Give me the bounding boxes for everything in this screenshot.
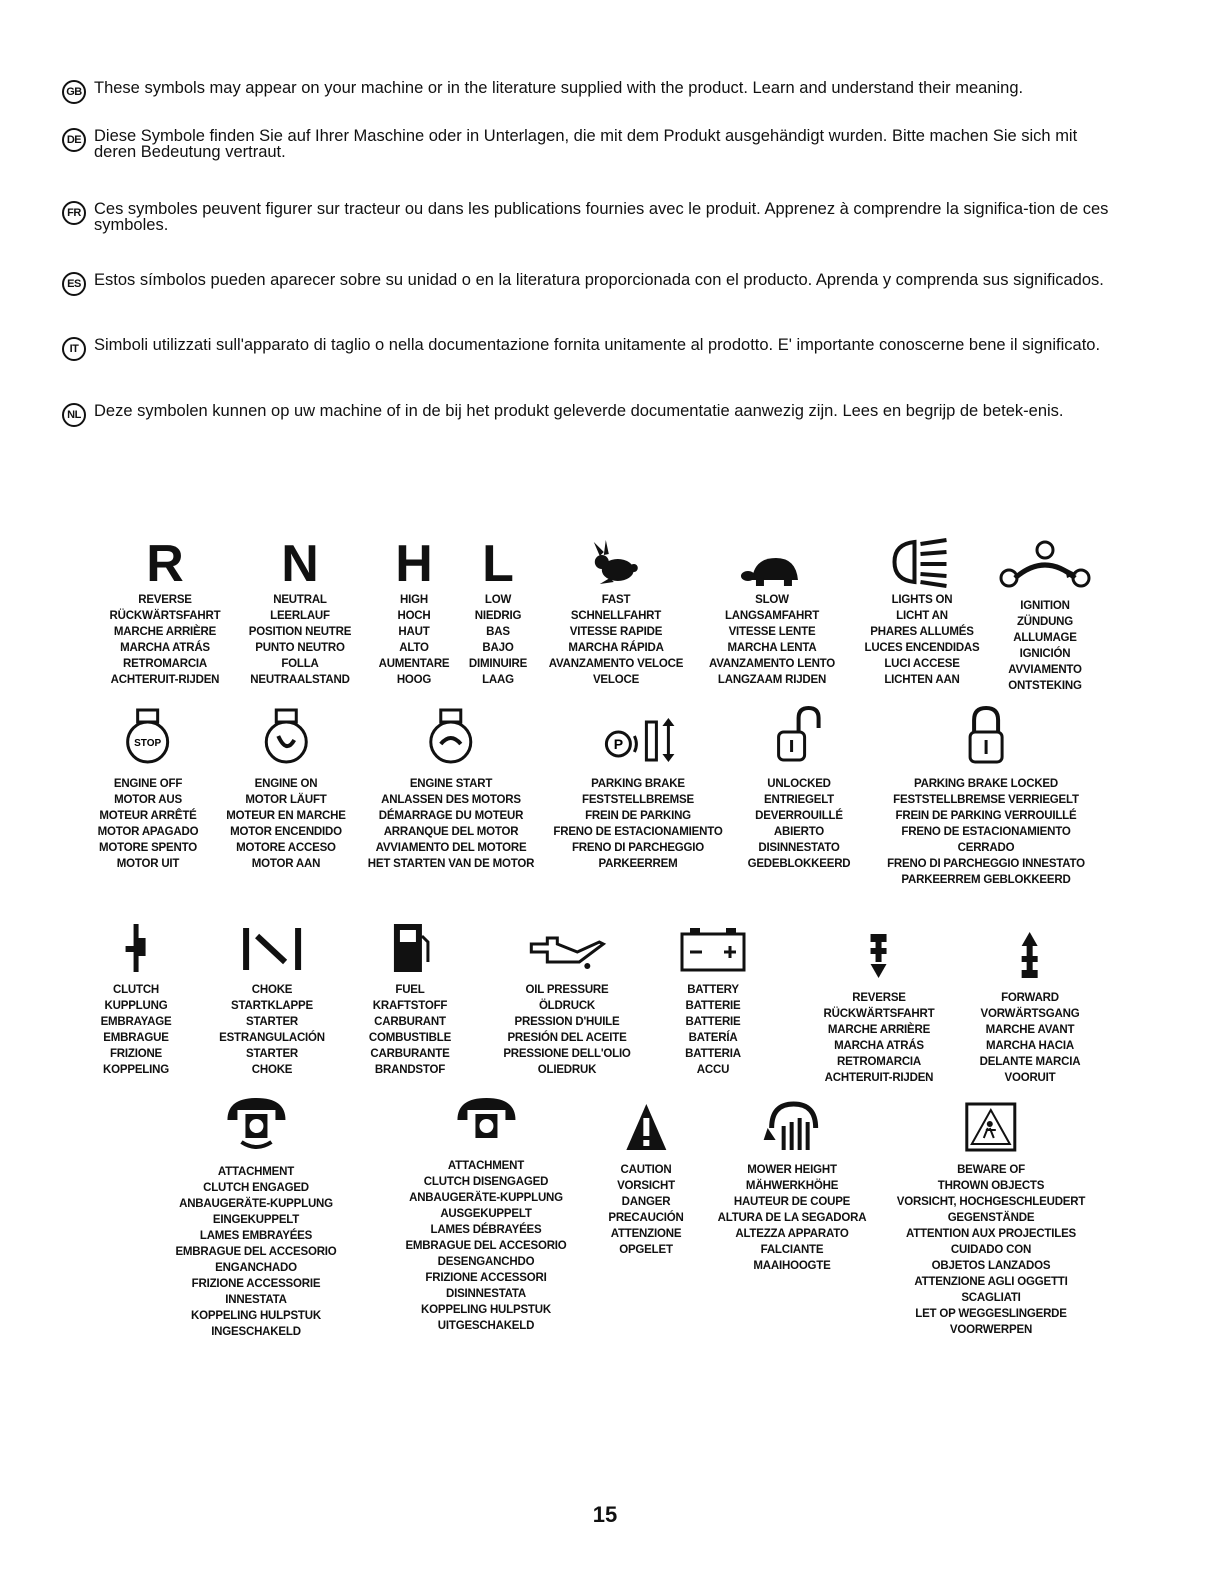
svg-text:STOP: STOP [134,738,162,749]
engine-on-icon [260,706,312,766]
symbol-battery [678,914,748,1078]
label-list: ENGINE OFF MOTOR AUS MOTEUR ARRÊTÉ MOTOR APAGADO MOTORE SPENTO MOTOR UIT [97,778,199,870]
intro-es [62,272,1112,288]
turtle-icon [740,550,804,590]
rabbit-icon [590,538,642,590]
headlight-icon [890,534,954,590]
label-list: LIGHTS ON LICHT AN PHARES ALLUMÉS LUCES ENCENDIDAS LUCI ACCESE LICHTEN AAN [864,594,980,686]
symbol-parking-brake [553,706,722,872]
svg-text:P: P [613,736,623,752]
intro-text-es: Estos símbolos pueden aparecer sobre su unidad o en la literatura proporcionada con el producto. Aprenda y comprenda sus significados. [94,271,1104,289]
symbol-clutch [101,914,172,1078]
symbol-fast [549,530,683,688]
attachment-disengaged-icon [451,1094,521,1150]
lang-badge-nl: NL [62,403,86,427]
label-list: MOWER HEIGHT MÄHWERKHÖHE HAUTEUR DE COUPE ALTURA DE LA SEGADORA ALTEZZA APPARATO FALCIANTE MAAIHOOGTE [717,1164,867,1272]
mower-height-icon [762,1098,822,1154]
label-list: HIGH HOCH HAUT ALTO AUMENTARE HOOG [378,594,450,686]
label-list: ENGINE ON MOTOR LÄUFT MOTEUR EN MARCHE MOTOR ENCENDIDO MOTORE ACCESO MOTOR AAN [226,778,346,870]
symbol-forward [980,922,1081,1086]
symbol-engine-start [368,706,534,872]
symbol-mower-height [718,1094,867,1274]
symbol-engine-on [226,706,345,872]
intro-text-fr: Ces symboles peuvent figurer sur tracteur ou dans les publications fournies avec le produit. Apprenez à comprendre la significa-tion de ces symboles. [94,200,1109,234]
label-list: BEWARE OF THROWN OBJECTS VORSICHT, HOCHGESCHLEUDERT GEGENSTÄNDE ATTENTION AUX PROJECTILES CUIDADO CON OBJETOS LANZADOS ATTENZIONE AGLI OGGETTI SCAGLIATI LET OP WEGGESLINGERDE VOORWERPEN [896,1164,1086,1336]
symbol-reverse [110,530,221,688]
lang-badge-it: IT [62,337,86,361]
intro-text-gb: These symbols may appear on your machine or in the literature supplied with the product. Learn and understand their meaning. [94,79,1024,97]
symbol-attachment-engaged [175,1094,336,1340]
intro-fr [62,201,1112,233]
label-list: ATTACHMENT CLUTCH ENGAGED ANBAUGERÄTE-KUPPLUNG EINGEKUPPELT LAMES EMBRAYÉES EMBRAGUE DEL ACCESORIO ENGANCHADO FRIZIONE ACCESSORIE INNESTATA KOPPELING HULPSTUK INGESCHAKELD [175,1166,337,1338]
engine-start-icon [425,706,477,766]
high-letter: H [395,535,433,593]
label-list: NEUTRAL LEERLAUF POSITION NEUTRE PUNTO NEUTRO FOLLA NEUTRAALSTAND [248,594,352,686]
symbol-thrown-objects [897,1094,1085,1338]
label-list: UNLOCKED ENTRIEGELT DEVERROUILLÉ ABIERTO DISINNESTATO GEDEBLOKKEERD [747,778,851,870]
oil-pressure-icon [527,930,607,974]
symbol-neutral [249,530,351,688]
symbol-fuel [369,914,451,1078]
symbol-reverse-direction [824,922,935,1086]
label-list: ENGINE START ANLASSEN DES MOTORS DÉMARRAGE DU MOTEUR ARRANQUE DEL MOTOR AVVIAMENTO DEL MOTORE HET STARTEN VAN DE MOTOR [367,778,535,870]
attachment-engaged-icon [221,1094,291,1154]
clutch-icon [124,922,148,974]
symbol-parking-brake-locked [887,706,1085,888]
fuel-icon [388,922,432,974]
page-number: 15 [592,1502,618,1527]
label-list: CHOKE STARTKLAPPE STARTER ESTRANGULACIÓN STARTER CHOKE [219,984,325,1076]
symbol-slow [709,530,835,688]
battery-icon [678,926,748,974]
label-list: ATTACHMENT CLUTCH DISENGAGED ANBAUGERÄTE-KUPPLUNG AUSGEKUPPELT LAMES DÉBRAYÉES EMBRAGUE DEL ACCESORIO DESENGANCHDO FRIZIONE ACCESSORI DISINNESTATA KOPPELING HULPSTUK UITGESCHAKELD [405,1160,567,1332]
lang-badge-gb: GB [62,80,86,104]
parking-brake-icon [596,714,680,766]
symbol-choke [219,914,325,1078]
symbol-engine-off [98,706,199,872]
symbol-low [469,530,527,688]
label-list: CAUTION VORSICHT DANGER PRECAUCIÓN ATTENZIONE OPGELET [608,1164,684,1256]
label-list: OIL PRESSURE ÖLDRUCK PRESSION D'HUILE PRESIÓN DEL ACEITE PRESSIONE DELL'OLIO OLIEDRUK [503,984,631,1076]
symbol-caution [608,1094,683,1258]
intro-text-nl: Deze symbolen kunnen op uw machine of in de bij het produkt geleverde documentatie aanwezig zijn. Lees en begrijp de betek-enis. [94,402,1064,420]
symbol-attachment-disengaged [405,1090,566,1334]
forward-arrow-icon [1018,930,1042,982]
intro-de [62,128,1112,160]
label-list: REVERSE RÜCKWÄRTSFAHRT MARCHE ARRIÈRE MARCHA ATRÁS RETROMARCIA ACHTERUIT-RIJDEN [823,992,935,1084]
label-list: PARKING BRAKE LOCKED FESTSTELLBREMSE VERRIEGELT FREIN DE PARKING VERROUILLÉ FRENO DE ESTACIONAMIENTO CERRADO FRENO DI PARCHEGGIO INNESTATO PARKEERREM GEBLOKKEERD [887,778,1085,886]
label-list: IGNITION ZÜNDUNG ALLUMAGE IGNICIÓN AVVIAMENTO ONTSTEKING [1008,600,1082,692]
reverse-arrow-icon [867,930,891,982]
intro-it [62,337,1112,353]
intro-gb [62,80,1112,96]
intro-text-it: Simboli utilizzati sull'apparato di taglio o nella documentazione fornita unitamente al prodotto. E' importante conoscerne bene il significato. [94,336,1101,354]
thrown-objects-icon [964,1098,1018,1154]
lang-badge-es: ES [62,272,86,296]
symbol-lights [864,530,979,688]
label-list: LOW NIEDRIG BAS BAJO DIMINUIRE LAAG [468,594,528,686]
ignition-icon [995,538,1095,590]
symbol-oil-pressure [503,914,630,1078]
intro-text-de: Diese Symbole finden Sie auf Ihrer Maschine oder in Unterlagen, die mit dem Produkt ausgehändigt wurden. Bitte machen Sie sich mit deren Bedeutung vertraut. [94,127,1078,161]
label-list: REVERSE RÜCKWÄRTSFAHRT MARCHE ARRIÈRE MARCHA ATRÁS RETROMARCIA ACHTERUIT-RIJDEN [109,594,221,686]
label-list: BATTERY BATTERIE BATTERIE BATERÍA BATTERIA ACCU [685,984,741,1076]
label-list: SLOW LANGSAMFAHRT VITESSE LENTE MARCHA LENTA AVANZAMENTO LENTO LANGZAAM RIJDEN [708,594,836,686]
symbol-ignition [995,530,1095,694]
lang-badge-de: DE [62,128,86,152]
symbol-unlocked [748,706,851,872]
caution-icon [622,1098,670,1154]
label-list: FAST SCHNELLFAHRT VITESSE RAPIDE MARCHA RÁPIDA AVANZAMENTO VELOCE VELOCE [548,594,684,686]
intro-nl [62,403,1112,419]
engine-off-icon [122,706,174,766]
label-list: CLUTCH KUPPLUNG EMBRAYAGE EMBRAGUE FRIZIONE KOPPELING [100,984,172,1076]
locked-icon [964,706,1008,766]
symbol-high [379,530,450,688]
choke-icon [239,924,305,974]
label-list: FORWARD VORWÄRTSGANG MARCHE AVANT MARCHA HACIA DELANTE MARCIA VOORUIT [979,992,1081,1084]
label-list: PARKING BRAKE FESTSTELLBREMSE FREIN DE PARKING FRENO DE ESTACIONAMIENTO FRENO DI PARCHEGGIO PARKEERREM [553,778,723,870]
unlocked-icon [773,706,825,766]
neutral-letter: N [281,535,319,593]
low-letter: L [482,535,514,593]
label-list: FUEL KRAFTSTOFF CARBURANT COMBUSTIBLE CARBURANTE BRANDSTOF [368,984,452,1076]
lang-badge-fr: FR [62,201,86,225]
reverse-letter: R [146,535,184,593]
